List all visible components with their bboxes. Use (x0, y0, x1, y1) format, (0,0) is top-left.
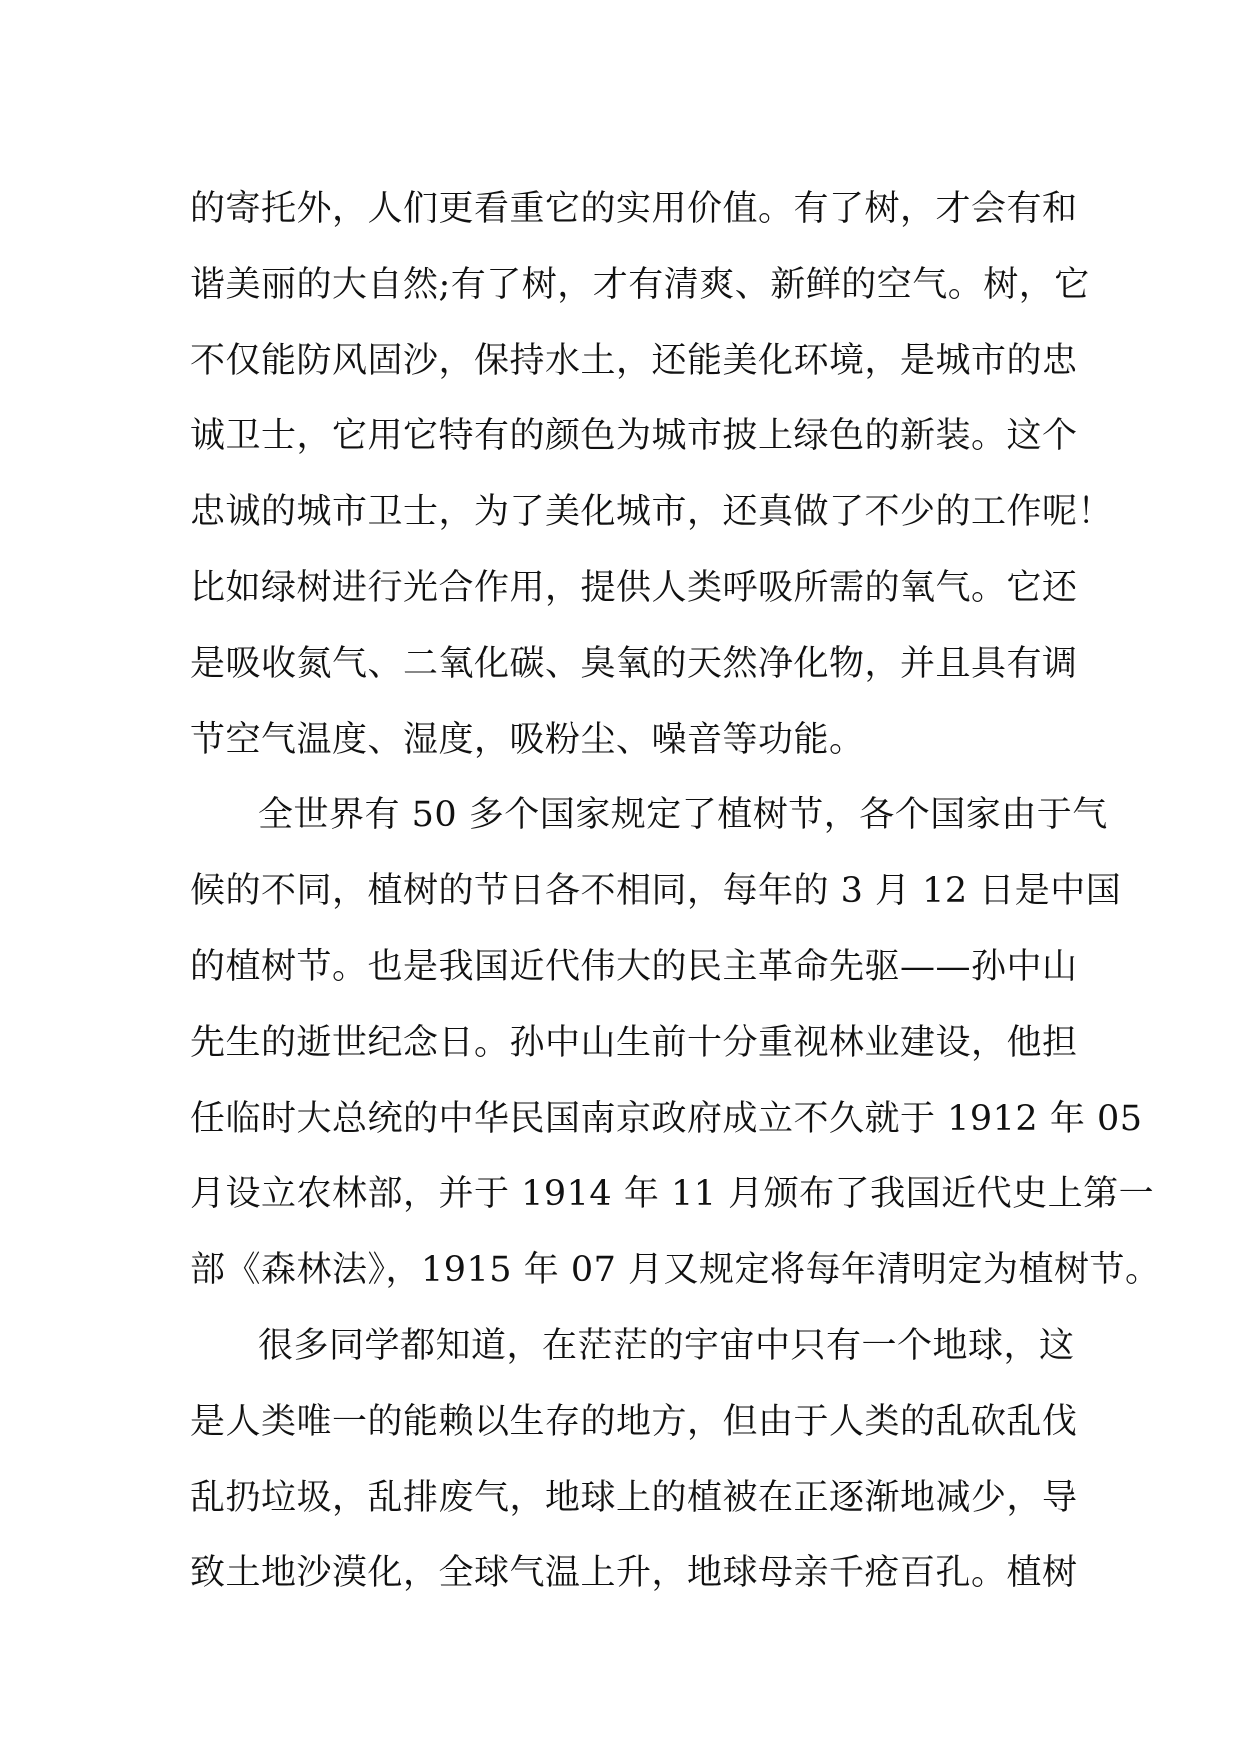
paragraph-start-line: 全世界有 50 多个国家规定了植树节，各个国家由于气 (258, 795, 1108, 836)
text-line: 部《森林法》，1915 年 07 月又规定将每年清明定为植树节。 (190, 1250, 1161, 1291)
text-line: 乱扔垃圾，乱排废气，地球上的植被在正逐渐地减少，导 (190, 1477, 1078, 1518)
text-line: 的植树节。也是我国近代伟大的民主革命先驱——孙中山 (190, 946, 1078, 987)
text-line: 忠诚的城市卫士，为了美化城市，还真做了不少的工作呢！ (190, 492, 1114, 533)
paragraph-start-line: 很多同学都知道，在茫茫的宇宙中只有一个地球，这 (258, 1325, 1075, 1366)
text-line: 谐美丽的大自然;有了树，才有清爽、新鲜的空气。树，它 (190, 264, 1090, 305)
text-line: 候的不同，植树的节日各不相同，每年的 3 月 12 日是中国 (190, 871, 1122, 912)
text-line: 先生的逝世纪念日。孙中山生前十分重视林业建设，他担 (190, 1022, 1078, 1063)
text-line: 诚卫士，它用它特有的颜色为城市披上绿色的新装。这个 (190, 416, 1078, 457)
text-line: 月设立农林部，并于 1914 年 11 月颁布了我国近代史上第一 (190, 1174, 1155, 1215)
text-line: 是人类唯一的能赖以生存的地方，但由于人类的乱砍乱伐 (190, 1401, 1078, 1442)
text-line: 节空气温度、湿度，吸粉尘、噪音等功能。 (190, 719, 865, 760)
text-line: 的寄托外，人们更看重它的实用价值。有了树，才会有和 (190, 189, 1078, 229)
text-line: 任临时大总统的中华民国南京政府成立不久就于 1912 年 05 (190, 1098, 1143, 1139)
text-line: 是吸收氮气、二氧化碳、臭氧的天然净化物，并且具有调 (190, 643, 1078, 684)
text-line: 致土地沙漠化，全球气温上升，地球母亲千疮百孔。植树 (190, 1553, 1078, 1594)
body-text (190, 172, 1161, 1612)
text-line: 比如绿树进行光合作用，提供人类呼吸所需的氧气。它还 (190, 567, 1078, 608)
text-line: 不仅能防风固沙，保持水土，还能美化环境，是城市的忠 (190, 340, 1078, 381)
